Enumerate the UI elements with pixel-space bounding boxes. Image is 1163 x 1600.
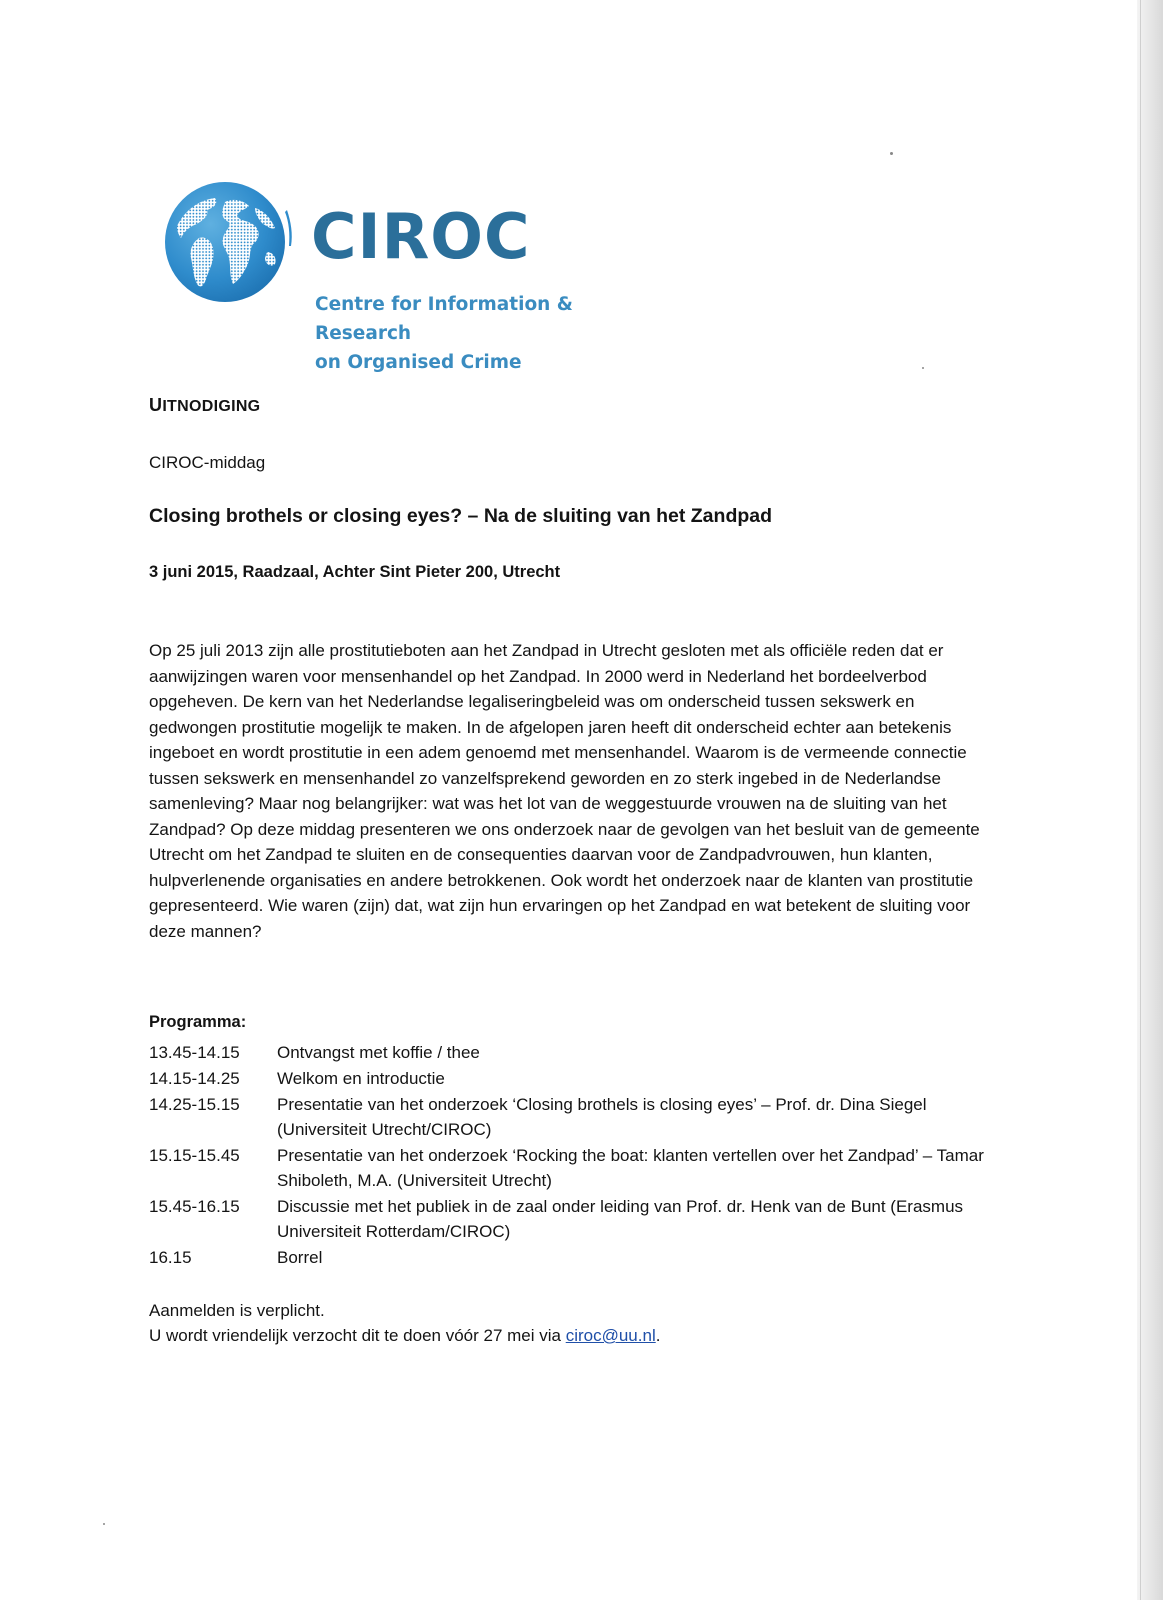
- programme-item-desc: Discussie met het publiek in de zaal onder leiding van Prof. dr. Henk van de Bunt (Erasmus Universiteit Rotterdam/CIROC): [277, 1197, 964, 1241]
- programme-item-time: 16.15: [149, 1248, 192, 1267]
- programme-item-desc: Ontvangst met koffie / thee: [277, 1043, 480, 1062]
- registration-email-link[interactable]: ciroc@uu.nl: [565, 1326, 656, 1345]
- programme-heading: Programma:: [149, 1013, 247, 1031]
- programme-item-desc: Presentatie van het onderzoek ‘Rocking the boat: klanten vertellen over het Zandpad’ – Tamar Shiboleth, M.A. (Universiteit Utrecht): [277, 1146, 984, 1190]
- globe-icon: [163, 180, 293, 310]
- event-title: Closing brothels or closing eyes? – Na de sluiting van het Zandpad: [149, 505, 773, 527]
- invitation-heading-initial: U: [149, 395, 163, 415]
- programme-item-desc: Presentatie van het onderzoek ‘Closing brothels is closing eyes’ – Prof. dr. Dina Siegel (Universiteit Utrecht/CIROC): [277, 1095, 927, 1139]
- programme-item: [149, 1143, 1009, 1193]
- event-type: CIROC-middag: [149, 453, 266, 472]
- programme-item-time: 15.45-16.15: [149, 1197, 240, 1216]
- programme-item-time: 14.25-15.15: [149, 1095, 240, 1114]
- logo-subtitle-line2: on Organised Crime: [315, 352, 522, 373]
- programme-item: [149, 1040, 1009, 1065]
- invitation-heading: [149, 395, 260, 416]
- logo-name: CIROC: [311, 200, 531, 273]
- programme-list: [149, 1040, 1009, 1271]
- programme-item-time: 14.15-14.25: [149, 1069, 240, 1088]
- event-description: Op 25 juli 2013 zijn alle prostitutieboten aan het Zandpad in Utrecht gesloten met als officiële reden dat er aanwijzingen waren voor mensenhandel op het Zandpad. In 2000 werd in Nederland het bordeelverbod opgeheven. De kern van het Nederlandse legaliseringbeleid was om onderscheid tussen sekswerk en gedwongen prostitutie mogelijk te maken. In de afgelopen jaren heeft dit onderscheid echter aan betekenis ingeboet en wordt prostitutie in een adem genoemd met mensenhandel. Waarom is de vermeende connectie tussen sekswerk en mensenhandel zo vanzelfsprekend geworden en zo sterk ingebed in de Nederlandse samenleving? Maar nog belangrijker: wat was het lot van de weggestuurde vrouwen na de sluiting van het Zandpad? Op deze middag presenteren we ons onderzoek naar de gevolgen van het besluit van de gemeente Utrecht om het Zandpad te sluiten en de consequenties daarvan voor de Zandpadvrouwen, hun klanten, hulpverlenende organisaties en andere betrokkenen. Ook wordt het onderzoek naar de klanten van prostitutie gepresenteerd. Wie waren (zijn) dat, wat zijn hun ervaringen op het Zandpad en wat betekent de sluiting voor deze mannen?: [149, 641, 980, 941]
- logo-subtitle-line1: Centre for Information & Research: [315, 294, 573, 344]
- programme-item-time: 13.45-14.15: [149, 1043, 240, 1062]
- ciroc-logo: [163, 180, 663, 373]
- event-date-venue: 3 juni 2015, Raadzaal, Achter Sint Pieter 200, Utrecht: [149, 563, 561, 581]
- invitation-heading-rest: ITNODIGING: [162, 398, 261, 415]
- page-scan-edge-line: [1140, 0, 1141, 1600]
- registration-deadline: [149, 1323, 999, 1348]
- registration-required: Aanmelden is verplicht.: [149, 1301, 325, 1320]
- registration-deadline-text: U wordt vriendelijk verzocht dit te doen vóór 27 mei via: [149, 1326, 566, 1345]
- programme-item-desc: Welkom en introductie: [277, 1069, 445, 1088]
- programme-item: [149, 1066, 1009, 1091]
- programme-item: [149, 1092, 1009, 1142]
- scan-speck: [890, 152, 893, 155]
- programme-item: [149, 1245, 1009, 1270]
- logo-subtitle: [315, 290, 663, 377]
- programme-item-time: 15.15-15.45: [149, 1146, 240, 1165]
- scan-speck: [922, 367, 924, 369]
- registration-deadline-suffix: .: [655, 1326, 661, 1345]
- programme-item-desc: Borrel: [277, 1248, 323, 1267]
- registration-note: [149, 1298, 999, 1348]
- scan-speck: [103, 1523, 105, 1525]
- programme-item: [149, 1194, 1009, 1244]
